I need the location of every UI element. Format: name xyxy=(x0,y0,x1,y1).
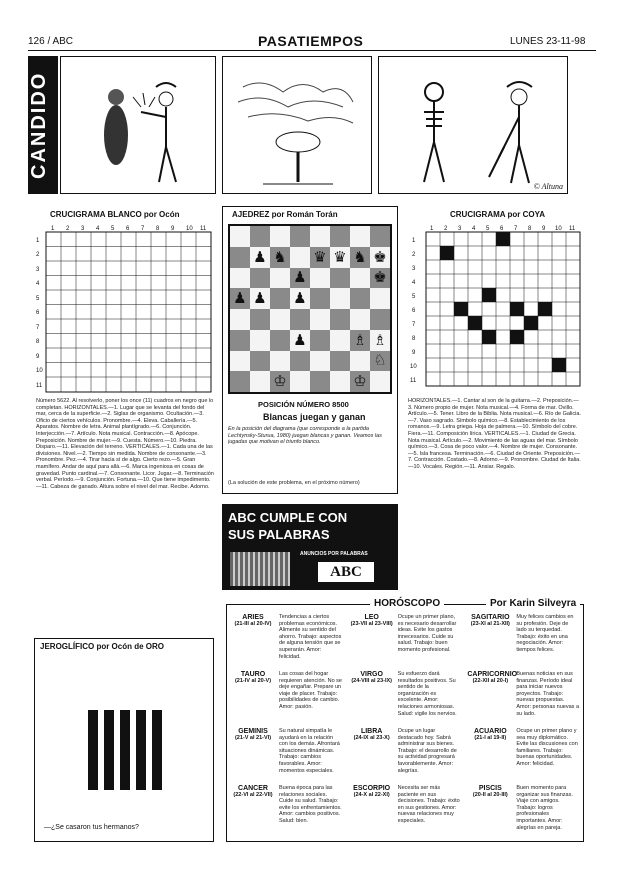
sign-dates: (24-X al 22-XI) xyxy=(353,792,390,798)
horoscope-sign xyxy=(467,671,580,726)
sign-dates: (23-XI al 21-XII) xyxy=(470,621,510,627)
horoscope-author: Por Karin Silveyra xyxy=(486,598,580,609)
row-number: 11 xyxy=(410,378,417,384)
col-number: 2 xyxy=(444,226,448,232)
chess-square xyxy=(270,309,290,330)
chess-square xyxy=(310,226,330,247)
sign-name: CAPRICORNIO xyxy=(467,671,518,678)
sign-name: TAURO xyxy=(240,671,266,678)
chess-square xyxy=(330,330,350,351)
sign-dates: (21-V al 21-VI) xyxy=(234,735,272,741)
chess-solution-note: (La solución de este problema, en el próximo número) xyxy=(228,480,360,486)
sign-name: VIRGO xyxy=(360,671,383,678)
chess-square xyxy=(330,371,350,392)
chess-square xyxy=(330,309,350,330)
chess-square xyxy=(250,351,270,372)
chess-square xyxy=(250,309,270,330)
chess-square xyxy=(250,330,270,351)
sign-dates: (20-II al 20-III) xyxy=(472,792,508,798)
chess-square: ♟ xyxy=(290,330,310,351)
chess-square xyxy=(270,288,290,309)
row-number: 9 xyxy=(36,354,40,360)
chess-square: ♞ xyxy=(270,247,290,268)
col-number: 8 xyxy=(156,226,160,232)
chess-square xyxy=(230,226,250,247)
sign-text: Necesita ser más paciente en sus decisiones. Trabajo: éxito en sus gestiones. Amor: nuevas relaciones muy especiales. xyxy=(397,785,460,824)
sign-name: GÉMINIS xyxy=(238,728,268,735)
chess-square: ♔ xyxy=(270,371,290,392)
row-number: 1 xyxy=(412,238,416,244)
sign-dates: (22-XII al 20-I) xyxy=(472,678,509,684)
cartoon-drawing-3 xyxy=(379,57,567,193)
row-number: 10 xyxy=(36,368,43,374)
horoscope-sign xyxy=(230,671,343,726)
row-number: 7 xyxy=(412,322,416,328)
sign-text: Ocupe un primer plano, es necesario desarrollar ideas. Evite los gastos innecesarios. Cuide su salud. Trabajo: buen momento profesional. xyxy=(397,614,457,653)
row-number: 4 xyxy=(36,281,40,287)
comic-panel-2 xyxy=(222,56,372,194)
chess-square: ♞ xyxy=(350,247,370,268)
sign-name: ARIES xyxy=(242,614,264,621)
col-number: 6 xyxy=(126,226,130,232)
col-number: 1 xyxy=(51,226,55,232)
chess-square: ♟ xyxy=(290,288,310,309)
chess-square: ♗ xyxy=(350,330,370,351)
row-number: 7 xyxy=(36,325,40,331)
chess-square xyxy=(250,226,270,247)
row-number: 3 xyxy=(412,266,416,272)
chess-square xyxy=(370,309,390,330)
chess-square xyxy=(350,226,370,247)
row-number: 6 xyxy=(36,310,40,316)
col-number: 10 xyxy=(186,226,193,232)
row-number: 8 xyxy=(36,339,40,345)
chess-square: ♛ xyxy=(310,247,330,268)
row-number: 8 xyxy=(412,336,416,342)
row-number: 5 xyxy=(36,296,40,302)
sign-text: Ocupe un primer plano y sea muy diplomático. Evite las discusiones con familiares. Trabajo: buenas oportunidades. Amor: felicidad. xyxy=(516,728,578,767)
chess-square xyxy=(370,371,390,392)
chess-square: ♚ xyxy=(370,247,390,268)
sign-text: Las cosas del hogar requieren atención. No se deje engañar. Prepare un viaje de placer. Trabajo: posibilidades de cambio. Amor: pasión. xyxy=(279,671,342,710)
col-number: 5 xyxy=(486,226,490,232)
horoscope-sign xyxy=(467,614,580,669)
col-number: 1 xyxy=(430,226,434,232)
col-number: 11 xyxy=(569,226,576,232)
horoscope-sign xyxy=(349,671,462,726)
chess-square xyxy=(370,288,390,309)
chess-square: ♟ xyxy=(290,268,310,289)
col-number: 7 xyxy=(514,226,518,232)
chess-square: ♘ xyxy=(370,351,390,372)
chess-square xyxy=(230,371,250,392)
crossword-coya-clues: HORIZONTALES.—1. Cantar al son de la guitarra.—2. Preposición.—3. Número propio de mujer. Nota musical.—4. Forma de mar. Ovillo. Artículo.—5. Tener. Libro de la Biblia. Nota musical.—6. Río de Galicia.—7. Vaso sagrado. Símbolo químico.—8. Establecimiento de los romanos.—9. Letra griega. Hoja de palmera.—10. Símbolo del cobre. Fiera.—11. Composición lírica. VERTICALES.—1. Ciudad de Grecia. Nota musical. Artículo.—2. Movimiento de las aguas del mar. Símbolo químico.—3. Cosa de poco valor.—4. Nombre de mujer. Consonante.—5. Isla francesa. Terminación.—6. Ciudad de Oriente. Preposición.—7. Contracción. Costado.—8. Adorno.—9. Pronombre. Ciudad de Italia.—10. Vocales. Región.—11. Ansiar. Regalo. xyxy=(408,398,581,470)
sign-text: Buenas noticias en sus finanzas. Período ideal para iniciar nuevos proyectos. Trabajo: nuevas propuestas. Amor: personas nuevas a su lado. xyxy=(516,671,580,717)
col-number: 11 xyxy=(200,226,207,232)
row-number: 10 xyxy=(410,364,417,370)
sign-name: LEO xyxy=(364,614,379,621)
chess-square xyxy=(230,247,250,268)
crossword-blank-grid xyxy=(34,222,214,394)
col-number: 9 xyxy=(171,226,175,232)
crossword-blank-clues: Número 5622. Al resolverlo, poner los once (11) cuadros en negro que lo completan. HORIZONTALES.—1. Lugar que se levanta del fondo del mar, cerca de la superficie.—2. Siglas de organismo. Ocultación.—3. Oficio de ciertos vehículos. Pronombre.—4. Eleva. Caballería.—5. Aparatos. Nombre de letra. Animal plantígrado.—6. Conjunción. Interjección.—7. Artículo. Nota musical. Contracción.—8. Apócope. Preposición. Nombre de mujer.—9. Cuesta. Número.—10. Piedra. Disparo.—11. Elevación del terreno. VERTICALES.—1. Cada una de las divisiones. Nivel.—2. Tiempo sin medida. Nombre de consonante.—3. Pronombre. Pez.—4. Tirar hacia sí de algo. Cierto rezo.—5. Gran mamífero. Andar de aquí para allá.—6. Marca ingeniosa en cosas de gravedad. Punto cardinal.—7. Consonante. Licor. Jugar.—8. Terminación verbal. Período.—9. Conjunción. Fortuna.—10. Que tiene impedimento.—11. Cabeza de ganado. Altura sobre el nivel del mar. Recibe. Adorno. xyxy=(36,398,214,490)
chess-square xyxy=(330,288,350,309)
sign-text: Buen momento para organizar sus finanzas. Viaje con amigos. Trabajo: logros profesionales importantes. Amor: alegrías en pareja. xyxy=(516,785,573,831)
chess-square xyxy=(290,247,310,268)
sign-text: Tendencias a ciertos problemas económicos. Alimente su sentido del ahorro. Trabajo: aspectos de alguna tensión que se superarán. Amor: felicidad. xyxy=(279,614,342,660)
chess-square xyxy=(250,371,270,392)
jeroglifico-bars xyxy=(88,710,164,790)
jeroglifico-title: JEROGLÍFICO por Ocón de ORO xyxy=(40,642,165,651)
comic-panel-3 xyxy=(378,56,568,194)
chess-square xyxy=(310,330,330,351)
jeroglifico-question: —¿Se casaron tus hermanos? xyxy=(44,824,139,831)
horoscope-sign xyxy=(467,785,580,840)
chess-square xyxy=(310,309,330,330)
chess-square: ♛ xyxy=(330,247,350,268)
chess-square xyxy=(230,330,250,351)
row-number: 11 xyxy=(36,383,43,389)
col-number: 2 xyxy=(66,226,70,232)
chess-square xyxy=(270,330,290,351)
sign-dates: (24-IX al 23-X) xyxy=(353,735,390,741)
crossword-blank-title: CRUCIGRAMA BLANCO por Ocón xyxy=(50,210,180,219)
chess-square xyxy=(270,226,290,247)
crossword-coya-title: CRUCIGRAMA por COYA xyxy=(450,210,545,219)
col-number: 6 xyxy=(500,226,504,232)
comic-signature: © Altuna xyxy=(533,182,563,191)
col-number: 3 xyxy=(81,226,85,232)
cartoon-drawing-1 xyxy=(61,57,215,193)
page-reference: 126 / ABC xyxy=(28,36,74,47)
page-date: LUNES 23-11-98 xyxy=(510,36,586,47)
chess-square xyxy=(270,351,290,372)
horoscope-grid xyxy=(230,614,580,840)
horoscope-sign xyxy=(349,614,462,669)
sign-dates: (24-VIII al 23-IX) xyxy=(351,678,392,684)
section-title: PASATIEMPOS xyxy=(258,33,364,49)
ad-headline-line2: SUS PALABRAS xyxy=(228,527,330,542)
chess-result: Blancas juegan y ganan xyxy=(263,412,366,422)
chess-square xyxy=(310,371,330,392)
chess-intro: En la posición del diagrama (que corresponde a la partida Lechtynsky-Sturua, 1980) juegan blancas y ganan. Veamos las jugadas que motivan el triunfo blanco. xyxy=(228,426,382,446)
col-number: 4 xyxy=(472,226,476,232)
chess-square xyxy=(350,288,370,309)
chess-board xyxy=(228,224,392,394)
horoscope-sign xyxy=(230,728,343,783)
horoscope-title: HORÓSCOPO xyxy=(370,598,444,609)
horoscope-sign xyxy=(467,728,580,783)
sign-name: SAGITARIO xyxy=(471,614,510,621)
chess-square: ♔ xyxy=(350,371,370,392)
chess-square xyxy=(310,268,330,289)
crossword-coya-grid xyxy=(404,222,584,394)
sign-text: Su esfuerzo dará resultados positivos. Su sentido de la organización es excelente. Amor: relaciones armoniosas. Salud: vigile los nervios. xyxy=(397,671,457,717)
chess-square xyxy=(290,351,310,372)
ad-headline-line1: ABC CUMPLE CON xyxy=(228,510,348,525)
sign-dates: (21-IV al 20-V) xyxy=(234,678,272,684)
sign-name: ESCORPIO xyxy=(353,785,391,792)
ad-brand-logo: ABC xyxy=(318,562,374,582)
chess-title: AJEDREZ por Román Torán xyxy=(232,210,338,219)
col-number: 3 xyxy=(458,226,462,232)
sign-dates: (22-VI al 22-VII) xyxy=(233,792,273,798)
chess-square xyxy=(350,351,370,372)
row-number: 4 xyxy=(412,280,416,286)
col-number: 9 xyxy=(542,226,546,232)
horoscope-sign xyxy=(349,728,462,783)
comic-title: CANDIDO xyxy=(28,71,50,179)
chess-square xyxy=(230,268,250,289)
chess-square xyxy=(350,268,370,289)
sign-dates: (21-I al 19-II) xyxy=(474,735,507,741)
chess-square xyxy=(330,226,350,247)
chess-square: ♟ xyxy=(250,288,270,309)
sign-name: ACUARIO xyxy=(473,728,507,735)
sign-dates: (23-VII al 23-VIII) xyxy=(350,621,393,627)
col-number: 4 xyxy=(96,226,100,232)
ad-subline: ANUNCIOS POR PALABRAS xyxy=(300,551,368,557)
chess-square xyxy=(250,268,270,289)
chess-square xyxy=(330,351,350,372)
sign-text: Ocupe un lugar destacado hoy. Sabrá administrar sus bienes. Trabajo: el desarrollo de su actividad progresará favorablemente. Amor: alegrías. xyxy=(397,728,457,774)
chess-position-label: POSICIÓN NÚMERO 8500 xyxy=(258,400,349,409)
chess-square xyxy=(230,351,250,372)
chess-square xyxy=(310,351,330,372)
chess-square xyxy=(290,226,310,247)
row-number: 1 xyxy=(36,238,40,244)
chess-square xyxy=(290,309,310,330)
header-rule xyxy=(28,50,596,51)
ad-image xyxy=(230,552,290,586)
chess-square: ♟ xyxy=(250,247,270,268)
chess-square xyxy=(290,371,310,392)
row-number: 2 xyxy=(412,252,416,258)
col-number: 7 xyxy=(141,226,145,232)
chess-square xyxy=(230,309,250,330)
sign-dates: (21-III al 20-IV) xyxy=(234,621,272,627)
sign-text: Muy felices cambios en su profesión. Deje de lado su terquedad. Trabajo: éxito en una negociación. Amor: tiempos felices. xyxy=(516,614,574,653)
chess-square: ♗ xyxy=(370,330,390,351)
comic-panel-1 xyxy=(60,56,216,194)
chess-square xyxy=(350,309,370,330)
chess-square xyxy=(330,268,350,289)
horoscope-sign xyxy=(230,785,343,840)
row-number: 5 xyxy=(412,294,416,300)
row-number: 3 xyxy=(36,267,40,273)
row-number: 2 xyxy=(36,252,40,258)
sign-text: Buena época para las relaciones sociales. Cuide su salud. Trabajo: evite los enfrentamientos. Amor: cambios positivos. Salud: bien. xyxy=(279,785,342,824)
col-number: 10 xyxy=(555,226,562,232)
col-number: 5 xyxy=(111,226,115,232)
sign-name: LIBRA xyxy=(360,728,383,735)
row-number: 6 xyxy=(412,308,416,314)
col-number: 8 xyxy=(528,226,532,232)
cartoon-drawing-2 xyxy=(223,57,371,193)
horoscope-sign xyxy=(349,785,462,840)
sign-name: PISCIS xyxy=(478,785,502,792)
sign-text: Su natural simpatía le ayudará en la relación con los demás. Afrontará situaciones dinámicas. Trabajo: cambios favorables. Amor: momentos especiales. xyxy=(279,728,340,774)
horoscope-sign xyxy=(230,614,343,669)
chess-square: ♚ xyxy=(370,268,390,289)
sign-name: CÁNCER xyxy=(238,785,268,792)
chess-square xyxy=(270,268,290,289)
chess-square xyxy=(310,288,330,309)
chess-square: ♟ xyxy=(230,288,250,309)
row-number: 9 xyxy=(412,350,416,356)
chess-square xyxy=(370,226,390,247)
